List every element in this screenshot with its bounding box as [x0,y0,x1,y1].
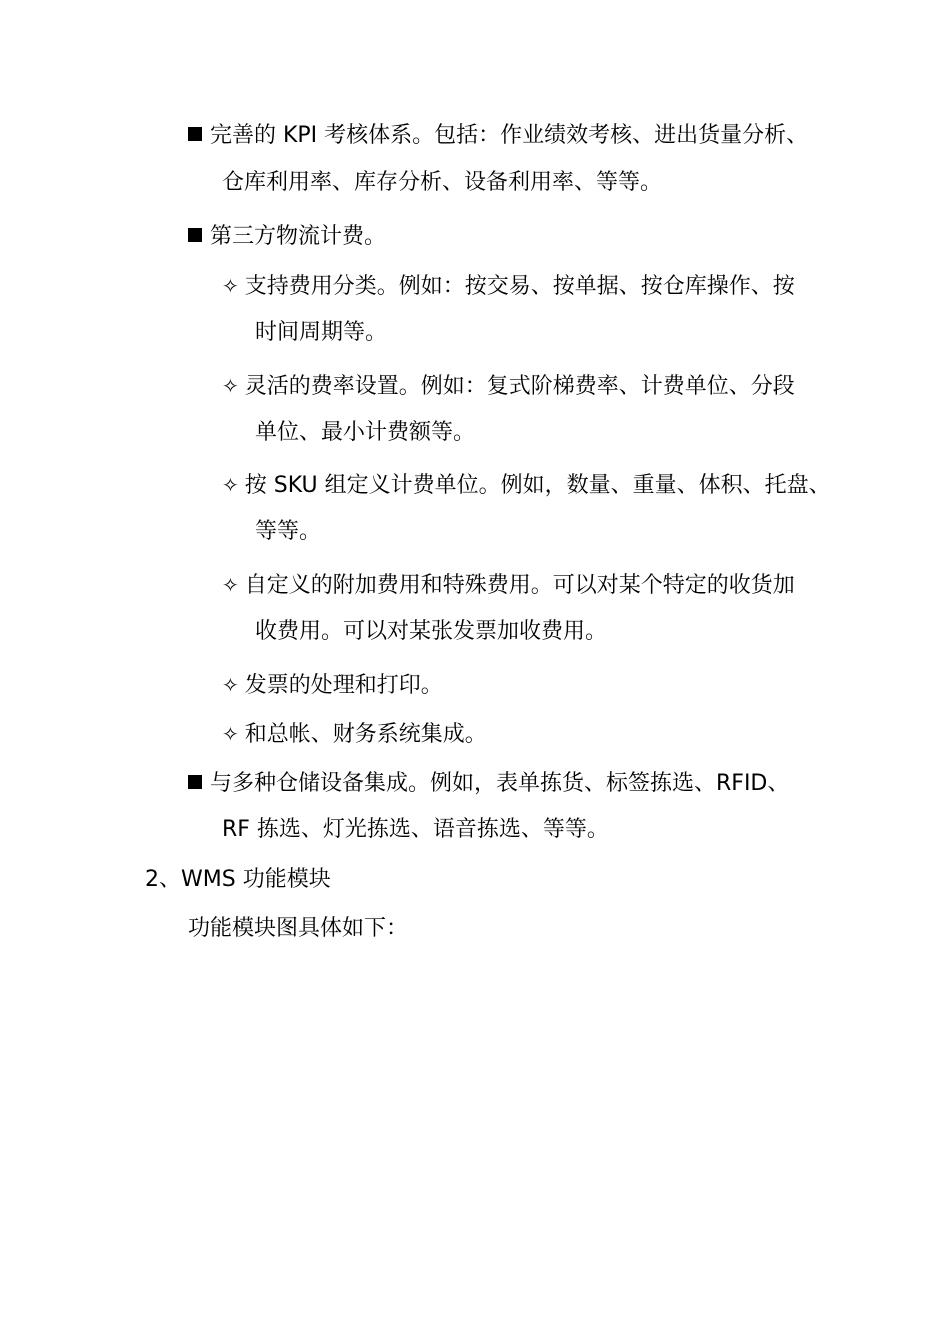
bullet-text: 第三方物流计费。 [210,224,387,249]
sub-item-ledger [222,719,487,750]
sub-item-fee-category [222,271,795,302]
diamond-bullet-icon: ✧ [222,374,239,398]
sub-item-continuation: 等等。 [255,519,322,544]
sub-item-continuation: 单位、最小计费额等。 [255,420,476,445]
sub-item-sku-units [222,470,831,501]
square-bullet-icon [188,127,202,141]
diamond-bullet-icon: ✧ [222,573,239,597]
bullet-text: 完善的 KPI 考核体系。包括：作业绩效考核、进出货量分析、 [210,123,809,148]
section-heading: 2、WMS 功能模块 [145,867,331,892]
square-bullet-icon [188,228,202,242]
sub-item-text: 按 SKU 组定义计费单位。例如，数量、重量、体积、托盘、 [244,473,831,498]
bullet-item-kpi [188,121,808,151]
sub-item-rate-setting [222,371,795,402]
bullet-text: 与多种仓储设备集成。例如，表单拣货、标签拣选、RFID、 [210,771,790,796]
diamond-bullet-icon: ✧ [222,673,239,697]
bullet-continuation: RF 拣选、灯光拣选、语音拣选、等等。 [222,817,609,842]
sub-item-text: 灵活的费率设置。例如：复式阶梯费率、计费单位、分段 [244,374,795,399]
sub-item-continuation: 时间周期等。 [255,320,388,345]
section-text: 功能模块图具体如下： [188,916,409,941]
square-bullet-icon [188,775,202,789]
sub-item-text: 发票的处理和打印。 [244,673,443,698]
diamond-bullet-icon: ✧ [222,722,239,746]
bullet-continuation: 仓库利用率、库存分析、设备利用率、等等。 [222,170,663,195]
sub-item-text: 自定义的附加费用和特殊费用。可以对某个特定的收货加 [244,573,795,598]
sub-item-text: 支持费用分类。例如：按交易、按单据、按仓库操作、按 [244,274,795,299]
bullet-item-equipment [188,769,789,799]
sub-item-invoice [222,670,443,701]
sub-item-custom-fees [222,570,795,601]
sub-item-text: 和总帐、财务系统集成。 [244,722,487,747]
diamond-bullet-icon: ✧ [222,274,239,298]
bullet-item-billing [188,222,386,252]
diamond-bullet-icon: ✧ [222,473,239,497]
sub-item-continuation: 收费用。可以对某张发票加收费用。 [255,619,608,644]
